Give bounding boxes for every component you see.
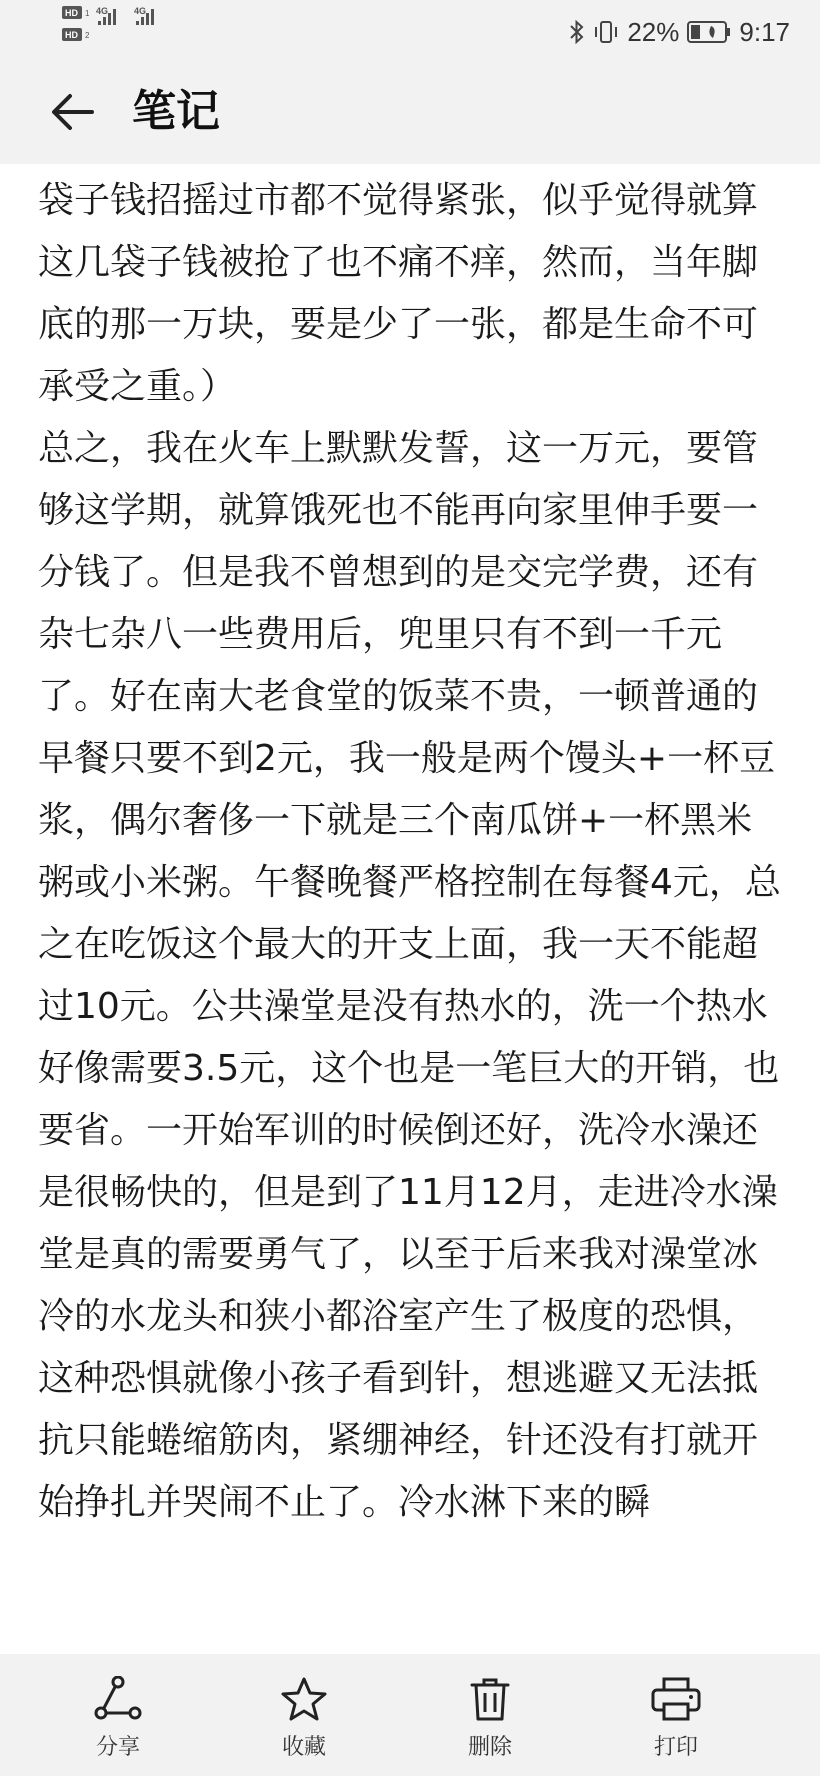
svg-text:2: 2 <box>85 31 90 40</box>
status-right <box>569 12 790 52</box>
print-label: 打印 <box>653 1735 698 1760</box>
trash-icon <box>466 1676 514 1722</box>
status-bar <box>0 0 820 60</box>
delete-button[interactable] <box>420 1676 560 1772</box>
bottom-toolbar <box>0 1654 820 1776</box>
svg-text:1: 1 <box>85 9 90 18</box>
svg-text:HD: HD <box>65 30 78 40</box>
page-title: 笔记 <box>132 86 220 137</box>
printer-icon <box>650 1676 702 1722</box>
svg-text:HD: HD <box>65 8 78 18</box>
battery-percent: 22% <box>627 16 680 47</box>
favorite-button[interactable] <box>234 1676 374 1772</box>
star-icon <box>280 1676 328 1722</box>
share-button[interactable] <box>48 1676 188 1772</box>
note-content <box>0 164 820 1654</box>
share-icon <box>94 1676 142 1722</box>
arrow-left-icon <box>50 92 96 132</box>
back-button[interactable] <box>45 84 101 140</box>
share-label: 分享 <box>95 1735 140 1760</box>
signal-icon <box>62 4 202 48</box>
clock: 9:17 <box>739 16 790 47</box>
bluetooth-icon <box>569 19 585 45</box>
delete-label: 删除 <box>467 1735 512 1760</box>
vibrate-icon <box>593 19 619 45</box>
favorite-label: 收藏 <box>281 1735 326 1760</box>
note-body-text[interactable]: 袋子钱招摇过市都不觉得紧张，似乎觉得就算这几袋子钱被抢了也不痛不痒，然而，当年脚底的那一万块，要是少了一张，都是生命不可承受之重。） 总之，我在火车上默默发誓，这一万元，要管够这学期，就算饿死也不能再向家里伸手要一分钱了。但是我不曾想到的是交完学费，还有杂七杂八一些费用后，兜里只有不到一千元了。好在南大老食堂的饭菜不贵，一顿普通的早餐只要不到2元，我一般是两个馒头+一杯豆浆，偶尔奢侈一下就是三个南瓜饼+一杯黑米粥或小米粥。午餐晚餐严格控制在每餐4元，总之在吃饭这个最大的开支上面，我一天不能超过10元。公共澡堂是没有热水的，洗一个热水好像需要3.5元，这个也是一笔巨大的开销，也要省。一开始军训的时候倒还好，洗冷水澡还是很畅快的，但是到了11月12月，走进冷水澡堂是真的需要勇气了，以至于后来我对澡堂冰冷的水龙头和狭小都浴室产生了极度的恐惧，这种恐惧就像小孩子看到针，想逃避又无法抵抗只能蜷缩筋肉，紧绷神经，针还没有打就开始挣扎并哭闹不止了。冷水淋下来的瞬 <box>38 180 781 1523</box>
svg-text:4G: 4G <box>96 6 109 16</box>
print-button[interactable] <box>606 1676 746 1772</box>
svg-text:4G: 4G <box>134 6 147 16</box>
battery-icon <box>687 20 731 44</box>
app-header <box>0 60 820 160</box>
